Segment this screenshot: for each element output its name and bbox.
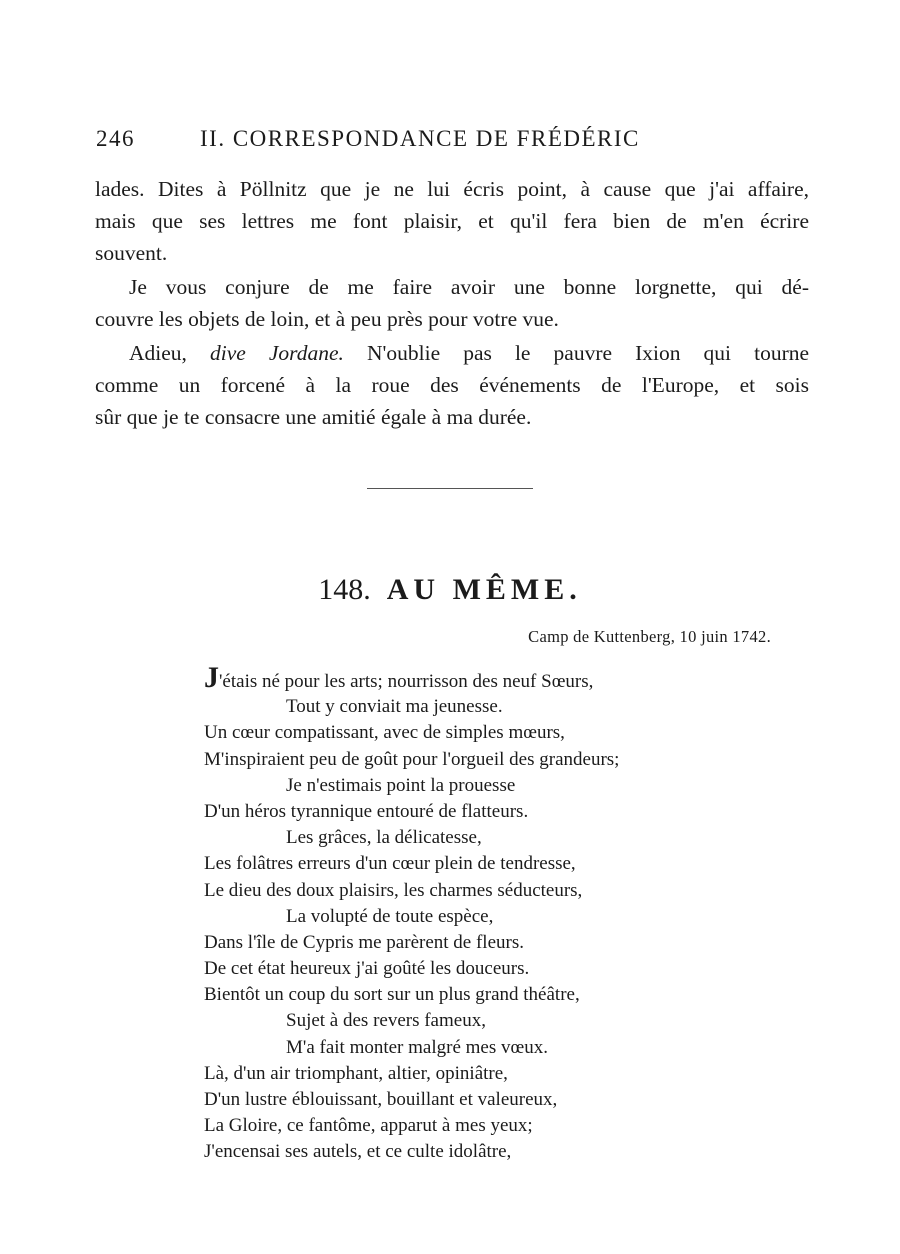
- letter-heading: [0, 573, 900, 607]
- prose-line: Je vous conjure de me faire avoir une bonne lorgnette, qui dé-: [129, 275, 809, 299]
- verse-line: Tout y conviait ma jeunesse.: [286, 696, 503, 718]
- verse-line: Là, d'un air triomphant, altier, opiniâtre,: [204, 1062, 508, 1084]
- farewell-continuation: N'oublie pas le pauvre Ixion qui tourne: [367, 341, 810, 365]
- prose-line: comme un forcené à la roue des événements de l'Europe, et sois: [95, 373, 809, 397]
- paragraph-closing-remarks: [95, 173, 809, 269]
- verse-text: 'étais né pour les arts; nourrisson des neuf Sœurs,: [219, 671, 594, 692]
- prose-line: couvre les objets de loin, et à peu près pour votre vue.: [95, 307, 559, 331]
- verse-line: Le dieu des doux plaisirs, les charmes séducteurs,: [204, 879, 583, 901]
- paragraph-farewell: [95, 337, 809, 433]
- verse-line: Je n'estimais point la prouesse: [286, 774, 516, 796]
- italic-address: dive Jordane.: [210, 341, 344, 365]
- verse-line: J'encensai ses autels, et ce culte idolâtre,: [204, 1141, 512, 1163]
- verse-line: [204, 661, 724, 694]
- section-divider: [367, 488, 533, 489]
- prose-line: sûr que je te consacre une amitié égale à ma durée.: [95, 405, 532, 429]
- drop-cap-initial: J: [204, 661, 219, 694]
- verse-line: Les grâces, la délicatesse,: [286, 827, 482, 849]
- verse-line: De cet état heureux j'ai goûté les douceurs.: [204, 958, 530, 980]
- running-head: [96, 126, 796, 152]
- verse-line: La volupté de toute espèce,: [286, 905, 494, 927]
- page-number: 246: [96, 126, 135, 151]
- letter-recipient: AU MÊME.: [386, 573, 582, 606]
- paragraph-lorgnette-request: [95, 271, 809, 335]
- verse-line: La Gloire, ce fantôme, apparut à mes yeux;: [204, 1115, 533, 1137]
- verse-line: D'un héros tyrannique entouré de flatteurs.: [204, 800, 529, 822]
- prose-line: mais que ses lettres me font plaisir, et qu'il fera bien de m'en écrire: [95, 209, 809, 233]
- verse-line: M'inspiraient peu de goût pour l'orgueil des grandeurs;: [204, 748, 620, 770]
- prose-line: souvent.: [95, 241, 168, 265]
- letter-number: 148.: [318, 573, 371, 606]
- prose-line: [95, 337, 809, 369]
- verse-line: M'a fait monter malgré mes vœux.: [286, 1036, 548, 1058]
- verse-line: Les folâtres erreurs d'un cœur plein de tendresse,: [204, 853, 576, 875]
- verse-line: D'un lustre éblouissant, bouillant et valeureux,: [204, 1089, 558, 1110]
- poem: [204, 661, 724, 1166]
- prose-line: lades. Dites à Pöllnitz que je ne lui écris point, à cause que j'ai affaire,: [95, 177, 809, 201]
- verse-line: Bientôt un coup du sort sur un plus grand théâtre,: [204, 984, 580, 1006]
- letter-dateline: Camp de Kuttenberg, 10 juin 1742.: [528, 627, 771, 646]
- letter-body-prose: [95, 173, 809, 435]
- verse-line: Un cœur compatissant, avec de simples mœurs,: [204, 722, 565, 744]
- farewell-word: Adieu,: [129, 341, 187, 365]
- section-title: II. CORRESPONDANCE DE FRÉDÉRIC: [200, 126, 640, 151]
- verse-line: Dans l'île de Cypris me parèrent de fleurs.: [204, 931, 524, 953]
- verse-line: Sujet à des revers fameux,: [286, 1010, 486, 1032]
